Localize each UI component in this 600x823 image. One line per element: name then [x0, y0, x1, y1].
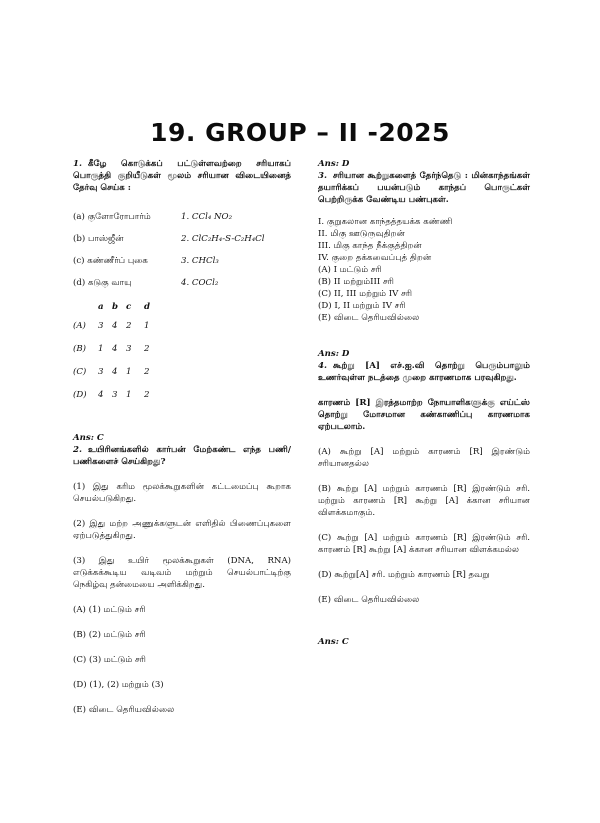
match-list: [73, 206, 291, 294]
option: (C) கூற்று [A] மற்றும் காரணம் [R] இரண்டும் சரி. காரணம் [R] கூற்று [A] க்கான சரியான விளக்கமல்ல: [318, 533, 530, 555]
option: (E) விடை தெரியவில்லை: [318, 595, 420, 605]
grid-cell: b: [112, 302, 119, 312]
option: (A) (1) மட்டும் சரி: [73, 605, 146, 615]
statement: (2) இது மற்ற அணுக்களுடன் எளிதில் பிணைப்புகளை ஏற்படுத்துகிறது.: [73, 519, 291, 541]
answer-label: Ans: C: [73, 433, 104, 443]
option: (E) விடை தெரியவில்லை: [318, 313, 420, 323]
question-2-text: உயிரினங்களில் கார்பன் மேற்கண்ட எந்த பணி/பணிகளைச் செய்கிறது?: [73, 445, 291, 467]
grid-cell: 4: [112, 320, 118, 331]
grid-cell: 3: [112, 389, 118, 400]
grid-row: [73, 337, 291, 360]
question-4: [318, 360, 530, 384]
grid-cell: 1: [98, 343, 104, 354]
option: (D) (1), (2) மற்றும் (3): [73, 680, 164, 690]
question-3-number: 3.: [318, 171, 327, 181]
option: (A) I மட்டும் சரி: [318, 265, 382, 275]
grid-cell: 4: [98, 389, 104, 400]
grid-cell: (D): [73, 389, 87, 400]
grid-cell: 1: [126, 389, 132, 400]
grid-cell: (C): [73, 366, 87, 377]
grid-cell: 1: [144, 320, 150, 331]
grid-row: [73, 314, 291, 337]
list-item: II. மிகு ஊடுருவுதிறன்: [318, 229, 405, 239]
grid-cell: 4: [112, 366, 118, 377]
option: (B) கூற்று [A] மற்றும் காரணம் [R] இரண்டும் சரி. மற்றும் காரணம் [R] கூற்று [A] க்கான சரியான விளக்கமாகும்.: [318, 484, 530, 518]
question-1: [73, 158, 291, 194]
option: (B) (2) மட்டும் சரி: [73, 630, 146, 640]
match-row: [73, 250, 291, 272]
list-item: IV. குறை தக்கவைப்புத் திறன்: [318, 253, 432, 263]
match-right: 1. CCl₄ NO₂: [181, 212, 233, 222]
question-2: [73, 444, 291, 468]
option: (C) (3) மட்டும் சரி: [73, 655, 146, 665]
list-item: I. குறுகலான காந்தத்தயக்க கண்ணி: [318, 217, 453, 227]
option: (D) கூற்று[A] சரி. மற்றும் காரணம் [R] தவறு: [318, 570, 490, 580]
answer-label: Ans: C: [318, 637, 349, 647]
match-right: 2. ClC₂H₄-S-C₂H₄Cl: [181, 234, 265, 244]
grid-cell: d: [144, 302, 151, 312]
grid-cell: 3: [126, 343, 132, 354]
question-2-number: 2.: [73, 445, 82, 455]
question-4-number: 4.: [318, 361, 327, 371]
match-left: (d) கடுகு வாயு: [73, 278, 132, 288]
grid-cell: c: [126, 302, 132, 312]
list-item: III. மிகு காந்த நீக்குத்திறன்: [318, 241, 422, 251]
match-right: 3. CHCl₃: [181, 256, 219, 266]
page-title: 19. GROUP – II -2025: [150, 118, 450, 147]
answer-label: Ans: D: [318, 349, 350, 359]
grid-cell: 1: [126, 366, 132, 377]
grid-cell: (B): [73, 343, 87, 354]
grid-cell: 2: [126, 320, 132, 331]
option: (E) விடை தெரியவில்லை: [73, 705, 175, 715]
question-1-text: கீழே கொடுக்கப் பட்டுள்ளவற்றை சரியாகப் பொருத்தி குறியீடுகள் மூலம் சரியான விடையினைத் தேர்வு செய்க :: [73, 159, 291, 193]
match-left: (b) பாஸ்ஜீன்: [73, 234, 124, 244]
grid-cell: a: [98, 302, 104, 312]
answer-code-grid: [73, 300, 291, 406]
grid-cell: 2: [144, 343, 150, 354]
right-column: [318, 158, 530, 648]
grid-cell: (A): [73, 320, 86, 331]
answer-label: Ans: D: [318, 159, 350, 169]
match-row: [73, 228, 291, 250]
question-3-text: சரியான கூற்றுகளைத் தேர்ந்தெடு : மின்காந்தங்கள் தயாரிக்கப் பயன்படும் காந்தப் பொருட்கள் பெற்றிருக்க வேண்டிய பண்புகள்.: [318, 171, 530, 205]
grid-header: [73, 300, 291, 314]
option: (B) II மற்றும்III சரி: [318, 277, 394, 287]
grid-row: [73, 360, 291, 383]
grid-row: [73, 383, 291, 406]
grid-cell: 4: [112, 343, 118, 354]
question-4-assertion: கூற்று [A] எச்.ஐ.வி தொற்று பெரும்பாலும் உணர்வுள்ள நடத்தை முறை காரணமாக பரவுகிறது.: [318, 361, 530, 383]
match-row: [73, 206, 291, 228]
question-4-reason: காரணம் [R] இரத்தமாற்ற நோயாளிகளுக்கு எய்ட்ஸ் தொற்று மோசமான கண்காணிப்பு காரணமாக ஏற்படலாம்.: [318, 398, 530, 432]
question-1-number: 1.: [73, 159, 82, 169]
left-column: [73, 158, 291, 716]
grid-cell: 2: [144, 389, 150, 400]
match-right: 4. COCl₂: [181, 278, 219, 288]
option: (C) II, III மற்றும் IV சரி: [318, 289, 413, 299]
match-row: [73, 272, 291, 294]
option: (A) கூற்று [A] மற்றும் காரணம் [R] இரண்டும் சரியானதல்ல: [318, 447, 530, 469]
grid-cell: 3: [98, 320, 104, 331]
question-3: [318, 170, 530, 206]
grid-cell: 3: [98, 366, 104, 377]
option: (D) I, II மற்றும் IV சரி: [318, 301, 406, 311]
statement: (1) இது கரிம மூலக்கூறுகளின் கட்டமைப்பு கூறாக செயல்படுகிறது.: [73, 482, 291, 504]
match-left: (c) கண்ணீர்ப் புகை: [73, 256, 148, 266]
statement: (3) இது உயிர் மூலக்கூறுகள் (DNA, RNA) எடுக்கக்கூடிய வடிவம் மற்றும் செயல்பாட்டிற்கு நெகிழ்வு தன்மையை அளிக்கிறது.: [73, 556, 291, 590]
grid-cell: 2: [144, 366, 150, 377]
question-3-items: [318, 216, 530, 324]
match-left: (a) குளோரோபார்ம்: [73, 212, 151, 222]
